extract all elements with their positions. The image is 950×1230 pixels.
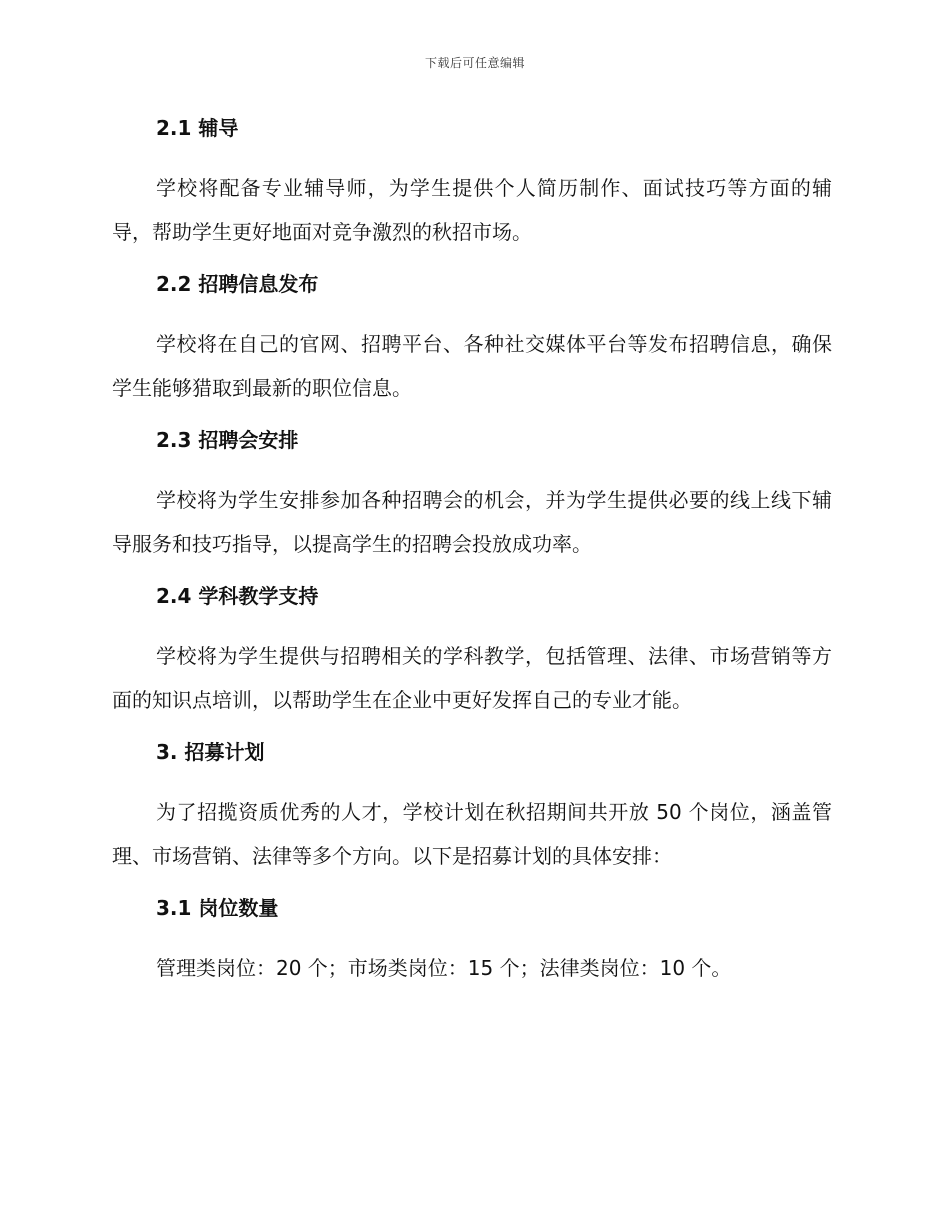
section-heading-2-3: 2.3 招聘会安排	[156, 428, 299, 452]
header-note: 下载后可任意编辑	[424, 56, 525, 70]
section-paragraph-2-3: 学校将为学生安排参加各种招聘会的机会，并为学生提供必要的线上线下辅导服务和技巧指导，以提高学生的招聘会投放成功率。	[112, 488, 832, 556]
section-paragraph-3-1: 管理类岗位：20 个；市场类岗位：15 个；法律类岗位：10 个。	[156, 956, 732, 980]
section-heading-2-4: 2.4 学科教学支持	[156, 584, 319, 608]
section-paragraph-3: 为了招揽资质优秀的人才，学校计划在秋招期间共开放 50 个岗位，涵盖管理、市场营销、法律等多个方向。以下是招募计划的具体安排：	[112, 800, 832, 868]
section-heading-3: 3. 招募计划	[156, 740, 265, 764]
section-heading-3-1: 3.1 岗位数量	[156, 896, 279, 920]
section-paragraph-2-1: 学校将配备专业辅导师，为学生提供个人简历制作、面试技巧等方面的辅导，帮助学生更好地面对竞争激烈的秋招市场。	[112, 176, 832, 244]
section-paragraph-2-4: 学校将为学生提供与招聘相关的学科教学，包括管理、法律、市场营销等方面的知识点培训，以帮助学生在企业中更好发挥自己的专业才能。	[112, 644, 832, 712]
section-heading-2-1: 2.1 辅导	[156, 116, 239, 140]
section-paragraph-2-2: 学校将在自己的官网、招聘平台、各种社交媒体平台等发布招聘信息，确保学生能够猎取到最新的职位信息。	[112, 332, 832, 400]
document-body	[112, 112, 832, 1004]
section-heading-2-2: 2.2 招聘信息发布	[156, 272, 319, 296]
